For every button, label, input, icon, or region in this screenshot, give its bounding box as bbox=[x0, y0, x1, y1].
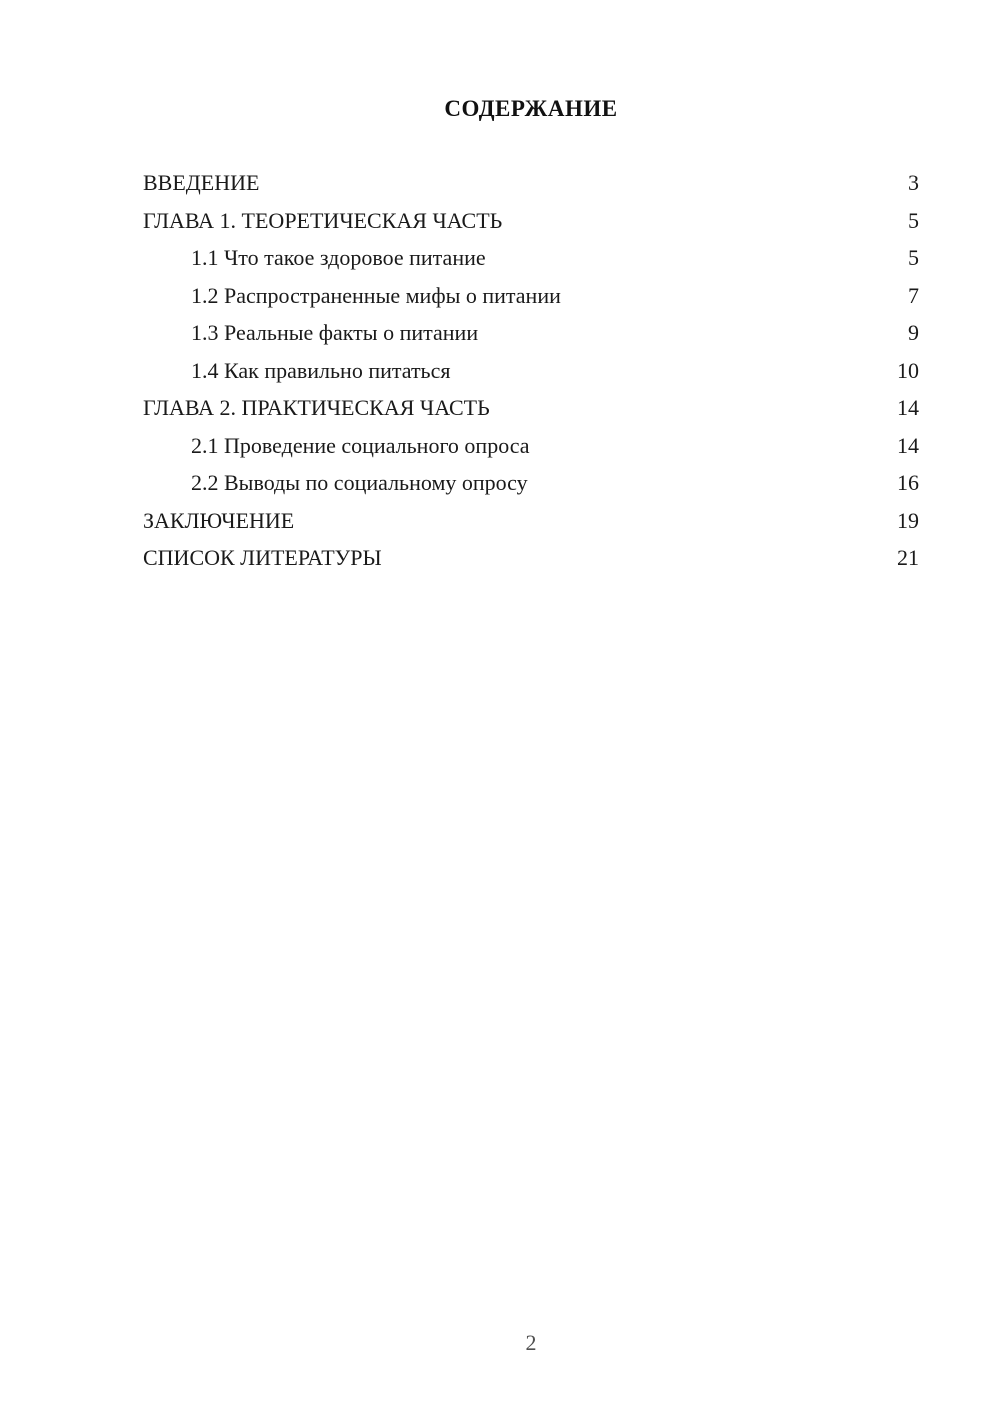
toc-entry-page: 16 bbox=[897, 470, 919, 495]
toc-entry bbox=[143, 502, 919, 540]
toc-entry-page: 5 bbox=[908, 245, 919, 270]
toc-entry-page: 5 bbox=[908, 207, 919, 233]
toc-entry bbox=[143, 314, 919, 352]
toc-entry-page: 9 bbox=[908, 320, 919, 345]
page-content bbox=[143, 0, 919, 577]
toc-entry-page: 10 bbox=[897, 357, 919, 383]
toc-entry-page: 21 bbox=[897, 545, 919, 570]
toc-entry-label: 1.4 Как правильно питаться bbox=[191, 357, 451, 383]
page-title: СОДЕРЖАНИЕ bbox=[444, 96, 618, 121]
toc-entry bbox=[143, 202, 919, 240]
toc-entry bbox=[143, 427, 919, 465]
toc-entry-label: 1.2 Распространенные мифы о питании bbox=[191, 282, 561, 308]
toc-entry-label: ЗАКЛЮЧЕНИЕ bbox=[143, 507, 295, 533]
toc-entry bbox=[143, 277, 919, 315]
toc-entry-label: 2.2 Выводы по социальному опросу bbox=[191, 470, 528, 495]
toc-entry bbox=[143, 464, 919, 502]
toc-entry-page: 19 bbox=[897, 507, 919, 533]
toc-entry bbox=[143, 239, 919, 277]
toc-entry-page: 3 bbox=[908, 170, 919, 195]
toc-entry-label: 2.1 Проведение социального опроса bbox=[191, 432, 530, 458]
toc-entry-label: 1.1 Что такое здоровое питание bbox=[191, 245, 486, 270]
toc-entry bbox=[143, 539, 919, 577]
toc-list bbox=[143, 164, 919, 577]
toc-entry-label: 1.3 Реальные факты о питании bbox=[191, 320, 479, 345]
toc-entry-label: СПИСОК ЛИТЕРАТУРЫ bbox=[143, 545, 382, 570]
toc-entry bbox=[143, 389, 919, 427]
toc-entry-label: ВВЕДЕНИЕ bbox=[143, 170, 260, 195]
toc-entry-label: ГЛАВА 1. ТЕОРЕТИЧЕСКАЯ ЧАСТЬ bbox=[143, 207, 503, 233]
toc-entry-label: ГЛАВА 2. ПРАКТИЧЕСКАЯ ЧАСТЬ bbox=[143, 395, 490, 420]
footer-page-number: 2 bbox=[525, 1330, 537, 1355]
toc-entry bbox=[143, 164, 919, 202]
toc-entry bbox=[143, 352, 919, 390]
toc-entry-page: 14 bbox=[897, 395, 919, 420]
toc-entry-page: 14 bbox=[897, 432, 919, 458]
toc-entry-page: 7 bbox=[908, 282, 919, 308]
